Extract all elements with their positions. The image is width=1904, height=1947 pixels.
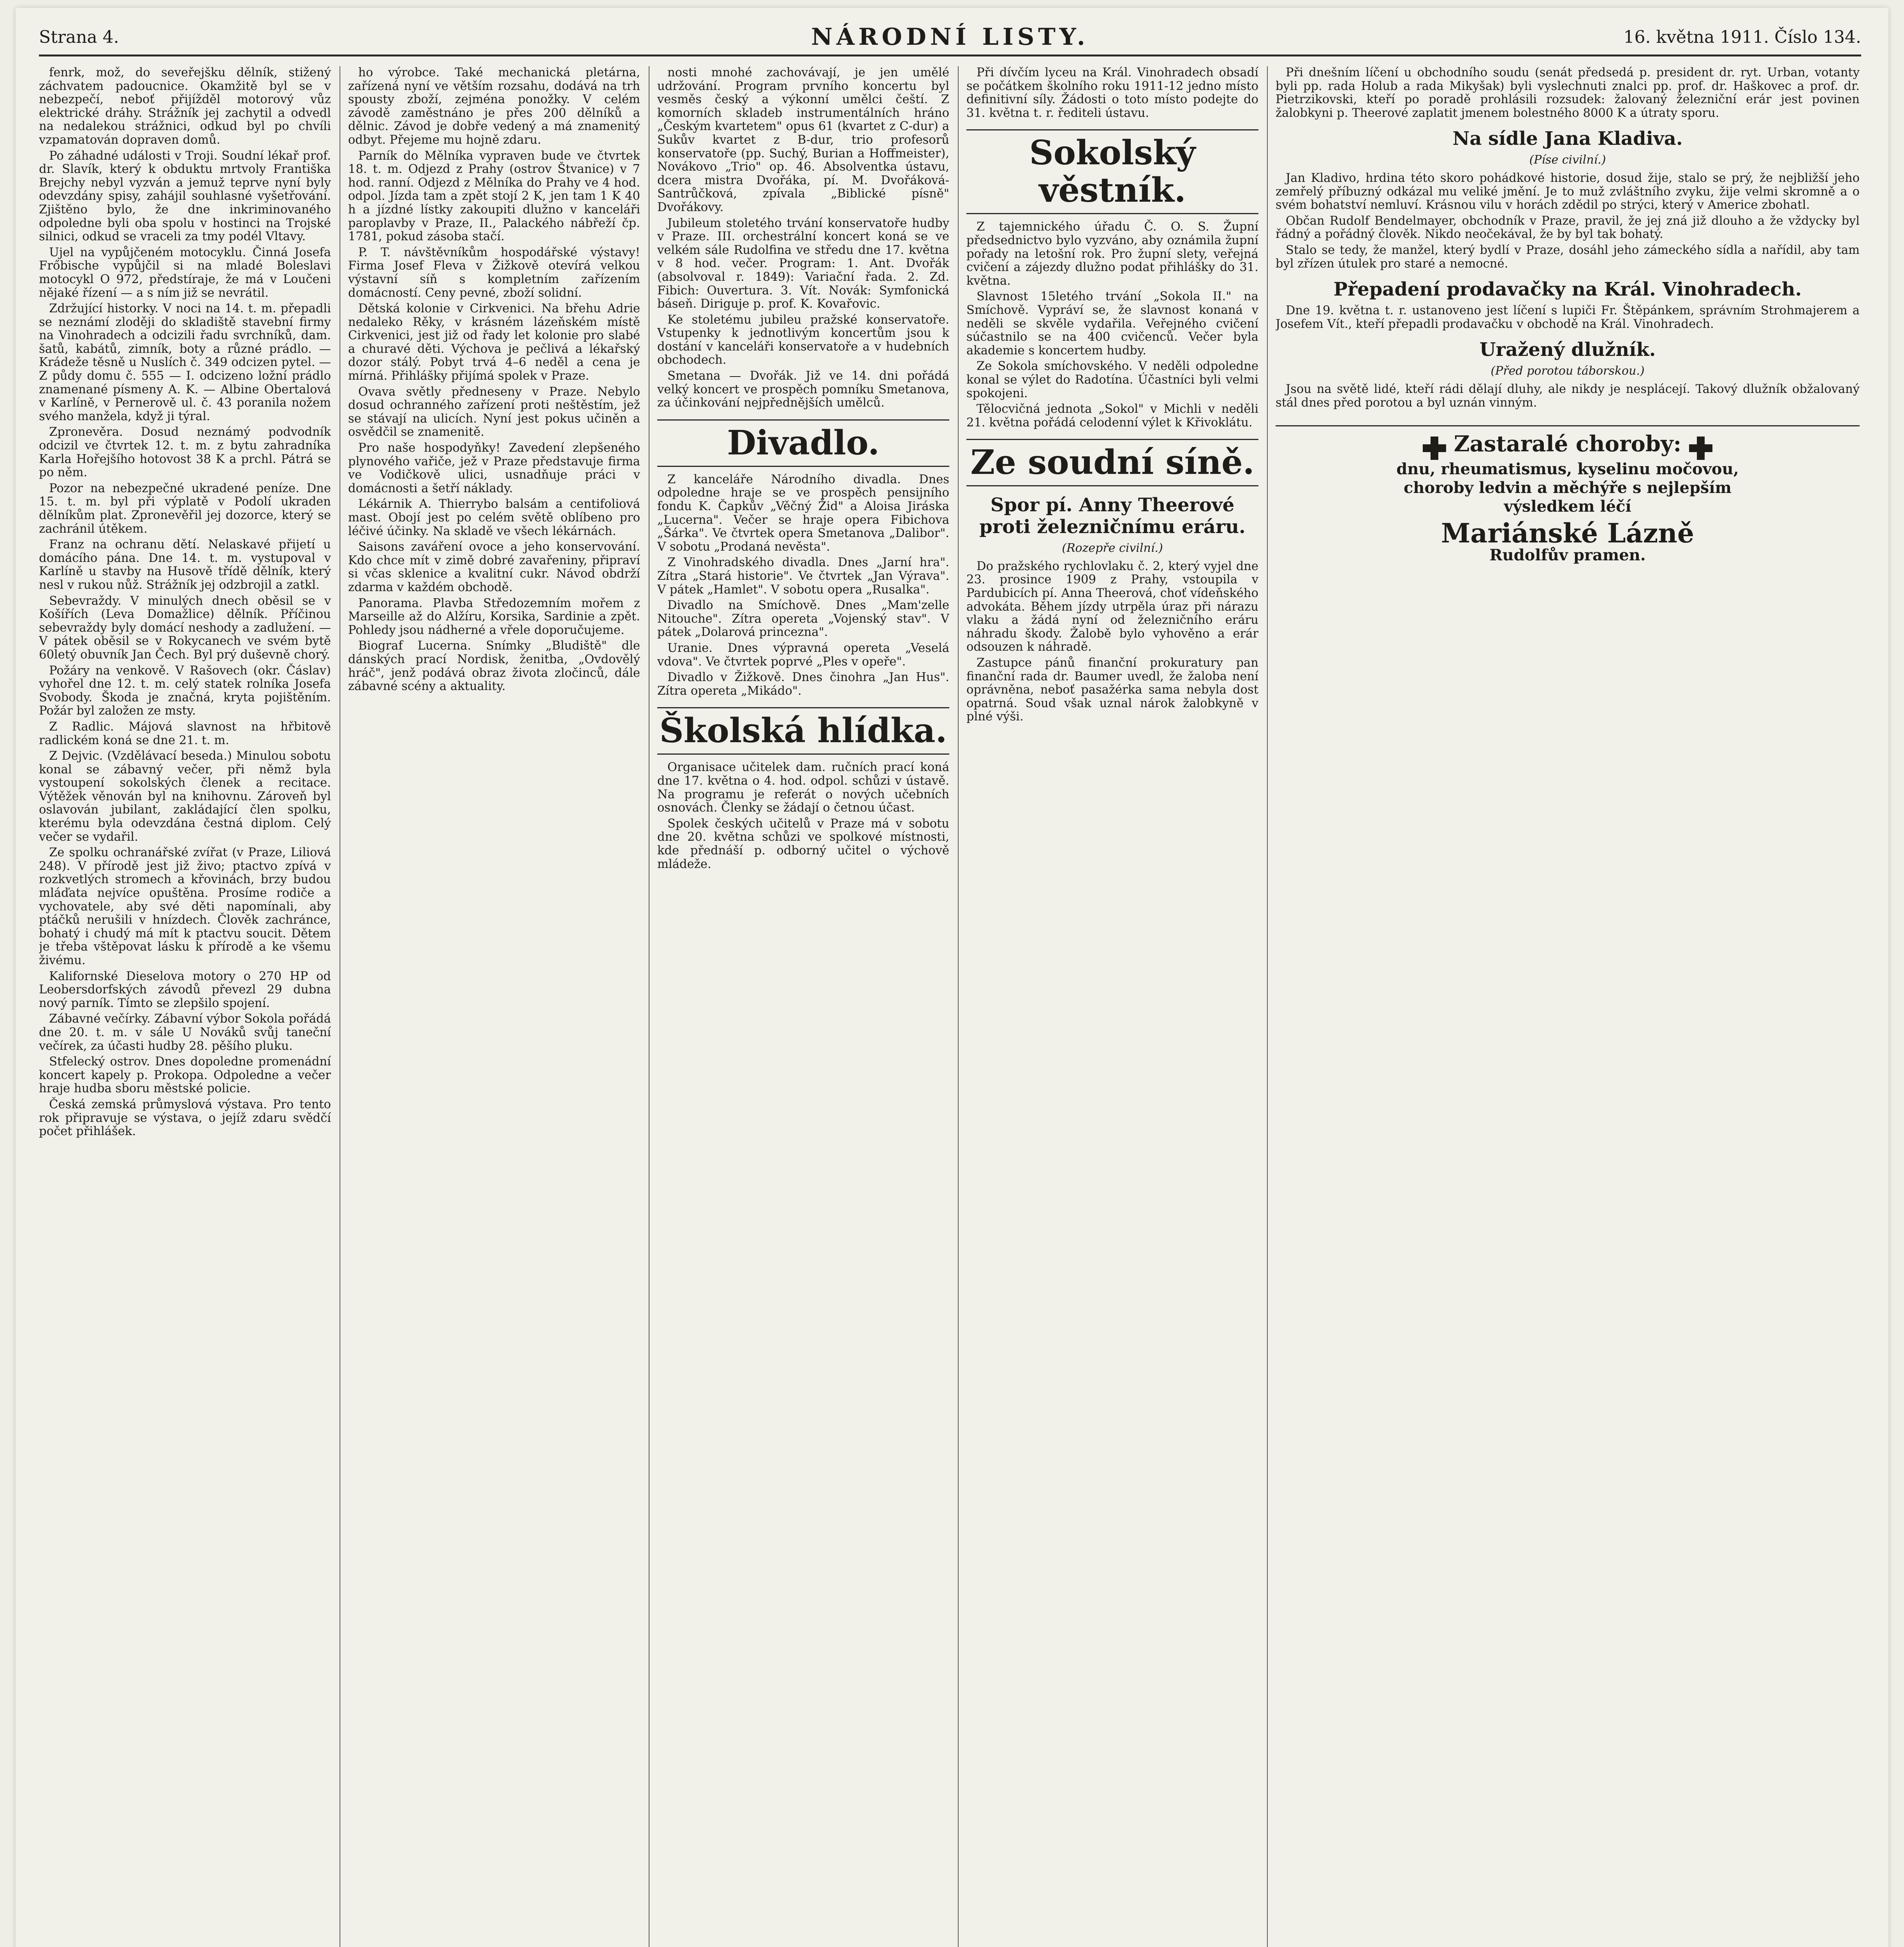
article-paragraph: P. T. návštěvníkům hospodářské výstavy! Firma Josef Fleva v Žižkově otevírá velkou výstavní síň s kompletním zařízením domácností. Ceny pevné, zboží solidní.	[348, 245, 640, 300]
article-paragraph: Do pražského rychlovlaku č. 2, který vyjel dne 23. prosince 1909 z Prahy, vstoupila v Pardubicích pí. Anna Theerová, choť vídeňského advokáta. Během jízdy utrpěla úraz při nárazu vlaku a žádá nyní od železničního eráru náhradu škody. Žalobě bylo vyhověno a erár odsouzen k náhradě.	[966, 559, 1258, 654]
article-paragraph: Slavnost 15letého trvání „Sokola II." na Smíchově. Vypráví se, že slavnost konaná v neděli se skvěle vydařila. Veřejného cvičení súčastnilo se na 400 cvičenců. Večer byla akademie s koncertem hudby.	[966, 290, 1258, 357]
article-paragraph: Ze Sokola smíchovského. V neděli odpoledne konal se výlet do Radotína. Účastníci byli velmi spokojeni.	[966, 359, 1258, 400]
ad-place: Mariánské Lázně	[1441, 518, 1695, 549]
date-issue: 16. května 1911. Číslo 134.	[1623, 27, 1861, 47]
masthead: NÁRODNÍ LISTY.	[811, 23, 1089, 51]
article-paragraph: Občan Rudolf Bendelmayer, obchodník v Praze, pravil, že jej zná již dlouho a že vždycky byl řádný a pořádný člověk. Nikdo neočekával, že by byl tak bohatý.	[1276, 214, 1860, 241]
article-paragraph: Franz na ochranu dětí. Nelaskavé přijetí u domácího pána. Dne 14. t. m. vystupoval v Karlíně u stavby na Husově třídě dělník, který nesl v rukou nůž. Strážník jej odzbrojil a zatkl.	[39, 538, 331, 592]
column-divider	[1267, 66, 1268, 1947]
article-paragraph: Česká zemská průmyslová výstava. Pro tento rok připravuje se výstava, o jejíž zdaru svědčí počet přihlášek.	[39, 1097, 331, 1139]
column-4	[966, 66, 1258, 1947]
article-paragraph: Jan Kladivo, hrdina této skoro pohádkové historie, dosud žije, stalo se prý, že nejbližší jeho zemřelý příbuzný odkázal mu veliké jmění. Je to muž zvláštního zvyku, žije velmi skromně a o svém bohatství nemluví. Krásnou vilu v horách zdědil po strýci, který v Americe zbohatl.	[1276, 171, 1860, 212]
article-heading: Spor pí. Anny Theerové proti železničnímu eráru.	[979, 494, 1246, 538]
article-subheading: (Před porotou táborskou.)	[1490, 364, 1645, 378]
article-paragraph: Z Dejvic. (Vzdělávací beseda.) Minulou sobotu konal se zábavný večer, při němž byla vystoupení sokolských členek a recitace. Výtěžek věnován byl na knihovnu. Zároveň byl oslavován jubilant, zakládající člen spolku, kterému byla odevzdána čestná diplom. Celý večer se vydařil.	[39, 749, 331, 844]
column-5	[1276, 66, 1860, 1947]
section-heading: Ze soudní síně.	[966, 439, 1258, 486]
article-paragraph: Biograf Lucerna. Snímky „Bludiště" dle dánských prací Nordisk, ženitba, „Ovdovělý hráč", jenž podává obraz života zločinců, dále zábavné scény a aktuality.	[348, 639, 640, 694]
article-paragraph: Dne 19. května t. r. ustanoveno jest líčení s lupiči Fr. Štěpánkem, správním Strohmajerem a Josefem Vít., kteří přepadli prodavačku v obchodě na Král. Vinohradech.	[1276, 304, 1860, 331]
article-subheading: (Píse civilní.)	[1529, 153, 1606, 167]
ad-line: dnu, rheumatismus, kyselinu močovou,	[1396, 460, 1739, 479]
article-paragraph: Parník do Mělníka vypraven bude ve čtvrtek 18. t. m. Odjezd z Prahy (ostrov Štvanice) v 7 hod. ranní. Odjezd z Mělníka do Prahy ve 4 hod. odpol. Jízda tam a zpět stojí 2 K, jen tam 1 K 40 h a jízdné lístky zakoupiti dlužno v kanceláři paroplavby v Praze, II., Palackého nábřeží čp. 1781, pokud zásoba stačí.	[348, 149, 640, 244]
article-paragraph: Stalo se tedy, že manžel, který bydlí v Praze, dosáhl jeho zámeckého sídla a nařídil, aby tam byl zřízen útulek pro staré a nemocné.	[1276, 243, 1860, 271]
article-paragraph: Zdržující historky. V noci na 14. t. m. přepadli se neznámí zloději do skladiště stavební firmy na Vinohradech a odcizili řadu svrchníků, dam. šatů, kabátů, zimník, boty a různé prádlo. — Krádeže těsně u Nuslích č. 349 odcizen pytel. — Z půdy domu č. 555 — I. odcizeno ložní prádlo znamenané písmeny A. K. — Albine Obertalová v Karlíně, v Pernerově ul. č. 43 poranila nožem svého manžela, když ji týral.	[39, 302, 331, 423]
columns	[39, 66, 1865, 1947]
article-paragraph: Lékárnik A. Thierrybo balsám a centifoliová mast. Obojí jest po celém světě oblíbeno pro léčivé účinky. Na skladě ve všech lékárnách.	[348, 497, 640, 538]
article-paragraph: ho výrobce. Také mechanická pletárna, zařízená nyní ve větším rozsahu, dodává na trh spousty zboží, zejména ponožky. V celém závodě zaměstnáno je přes 200 dělníků a dělnic. Závod je dobře vedený a má znamenitý odbyt. Přejeme mu hojně zdaru.	[348, 66, 640, 147]
page-number: Strana 4.	[39, 27, 119, 47]
article-paragraph: Smetana — Dvořák. Již ve 14. dni pořádá velký koncert ve prospěch pomníku Smetanova, za účinkování nejpřednějších umělců.	[657, 369, 949, 410]
article-paragraph: Zábavné večírky. Zábavní výbor Sokola pořádá dne 20. t. m. v sále U Nováků svůj taneční večírek, za účasti hudby 28. pěšího pluku.	[39, 1012, 331, 1053]
section-heading: Divadlo.	[657, 419, 949, 467]
article-paragraph: Pro naše hospodyňky! Zavedení zlepšeného plynového vařiče, jež v Praze představuje firma ve Vodičkově ulici, usnadňuje práci v domácnosti a šetří náklady.	[348, 441, 640, 495]
article-paragraph: Tělocvičná jednota „Sokol" v Michli v neděli 21. května pořádá celodenní výlet k Křivoklátu.	[966, 402, 1258, 430]
article-paragraph: Z Vinohradského divadla. Dnes „Jarní hra". Zítra „Stará historie". Ve čtvrtek „Jan Výrava". V pátek „Hamlet". V sobotu opera „Rusalka".	[657, 556, 949, 597]
column-3	[657, 66, 949, 1947]
article-paragraph: Sebevraždy. V minulých dnech oběsil se v Košířích (Leva Domažlice) dělník. Příčinou sebevraždy byly domácí neshody a zadlužení. — V pátek oběsil se v Rokycanech ve svém bytě 60letý obuvník Jan Čech. Byl prý duševně chorý.	[39, 594, 331, 662]
article-paragraph: Při dívčím lyceu na Král. Vinohradech obsadí se počátkem školního roku 1911-12 jedno místo definitivní síly. Žádosti o toto místo podejte do 31. května t. r. řediteli ústavu.	[966, 66, 1258, 120]
ad-spring: Rudolfův pramen.	[1489, 546, 1646, 565]
article-paragraph: Po záhadné události v Troji. Soudní lékař prof. dr. Slavík, který k obduktu mrtvoly Františka Brejchy nebyl vyzván a jemuž teprve nyní byly odevzdány spisy, zahájil souhlasné vyšetřování. Zjištěno bylo, že dne inkriminovaného odpoledne byli oba spolu v hostinci na Trojské silnici, odkud se vraceli za tmy podél Vltavy.	[39, 149, 331, 244]
article-paragraph: Ze spolku ochranářské zvířat (v Praze, Liliová 248). V přírodě jest již živo; ptactvo zpívá v rozkvetlých stromech a křovinách, brzy budou mláďata nejvíce opuštěna. Prosíme rodiče a vychovatele, aby své děti napomínali, aby ptáčků nerušili v hnízdech. Člověk zachránce, bohatý i chudý má mít k ptactvu soucit. Dětem je třeba vštěpovat lásku k přírodě a ke všemu živému.	[39, 846, 331, 967]
column-1	[39, 66, 331, 1947]
article-paragraph: nosti mnohé zachovávají, je jen umělé udržování. Program prvního koncertu byl vesměs český a výkonní umělci čeští. Z komorních skladeb instrumentálních hráno „Českým kvartetem" opus 61 (kvartet z C-dur) a Sukův kvartet z B-dur, trio profesorů konservatoře (pp. Suchý, Burian a Hoffmeister), Novákovo „Trio" op. 46. Absolventka ústavu, dcera mistra Dvořáka, pí. M. Dvořáková-Santrůčková, zpívala „Biblické písně" Dvořákovy.	[657, 66, 949, 214]
article-paragraph: Z tajemnického úřadu Č. O. S. Župní předsednictvo bylo vyzváno, aby oznámila župní pořady na letošní rok. Pro župní slety, veřejná cvičení a zájezdy dlužno podat přihlášky do 31. května.	[966, 220, 1258, 288]
article-paragraph: Ujel na vypůjčeném motocyklu. Činná Josefa Frőbische vypůjčil si na mladé Boleslavi motocykl O 972, předstíraje, že má v Loučeni nějaké řízení — a s ním již se nevrátil.	[39, 245, 331, 300]
article-paragraph: Spolek českých učitelů v Praze má v sobotu dne 20. května schůzi ve spolkové místnosti, kde přednáší p. odborný učitel o výchově mládeže.	[657, 817, 949, 871]
article-paragraph: Dětská kolonie v Cirkvenici. Na břehu Adrie nedaleko Rěky, v krásném lázeňském místě Cirkvenici, jest již od řady let kolonie pro slabé a churavé děti. Výchova je pečlivá a lékařský dozor stálý. Pobyt trvá 4–6 neděl a cena je mírná. Přihlášky přijímá spolek v Praze.	[348, 302, 640, 383]
article-paragraph: Saisons zaváření ovoce a jeho konservování. Kdo chce mít v zimě dobré zavařeniny, připraví si včas sklenice a kvalitní cukr. Návod obdrží zdarma v každém obchodě.	[348, 540, 640, 594]
article-paragraph: Ovava světly předneseny v Praze. Nebylo dosud ochranného zařízení proti neštěstím, jež se stávají na ulicích. Nyní jest pokus učiněn a osvědčil se znamenitě.	[348, 385, 640, 439]
article-paragraph: Jubileum stoletého trvání konservatoře hudby v Praze. III. orchestrální koncert koná se ve velkém sále Rudolfina ve středu dne 17. května v 8 hod. večer. Program: 1. Ant. Dvořák (absolvoval r. 1849): Variační řada. 2. Zd. Fibich: Ouvertura. 3. Vít. Novák: Symfonická báseň. Diriguje p. prof. K. Kovařovic.	[657, 216, 949, 311]
article-paragraph: Při dnešním líčení u obchodního soudu (senát předsedá p. president dr. ryt. Urban, votanty byli pp. rada Holub a rada Mikyšak) byli vyslechnuti znalci pp. prof. dr. Haškovec a prof. dr. Pietrzikovski, kteří po poradě prohlásili rozsudek: žalovaný železniční erár jest povinen žalobkyni p. Theerové zaplatit jmenem bolestného 8000 K a útraty sporu.	[1276, 66, 1860, 120]
article-paragraph: Ke stoletému jubileu pražské konservatoře. Vstupenky k jednotlivým koncertům jsou k dostání v kanceláři konservatoře a v hudebních obchodech.	[657, 313, 949, 367]
article-paragraph: Zpronevěra. Dosud neznámý podvodník odcizil ve čtvrtek 12. t. m. z bytu zahradníka Karla Hořejšího hotovost 38 K a prchl. Pátrá se po něm.	[39, 425, 331, 480]
page-header	[39, 19, 1861, 56]
article-paragraph: Z Radlic. Májová slavnost na hřbitově radlickém koná se dne 21. t. m.	[39, 720, 331, 747]
article-paragraph: Jsou na světě lidé, kteří rádi dělají dluhy, ale nikdy je nesplácejí. Takový dlužník obžalovaný stál dnes před porotou a byl uznán vinným.	[1276, 382, 1860, 410]
article-subheading: (Rozepře civilní.)	[1062, 541, 1163, 555]
article-paragraph: Uranie. Dnes výpravná opereta „Veselá vdova". Ve čtvrtek poprvé „Ples v opeře".	[657, 641, 949, 669]
article-paragraph: Z kanceláře Národního divadla. Dnes odpoledne hraje se ve prospěch pensijního fondu K. Čapkův „Věčný Žid" a Aloisa Jiráska „Lucerna". Večer se hraje opera Fibichova „Šárka". Ve čtvrtek opera Smetanova „Dalibor". V sobotu „Prodaná nevěsta".	[657, 472, 949, 554]
ad-title-row	[1276, 432, 1860, 460]
ad-title: Zastaralé choroby:	[1454, 431, 1682, 457]
column-2	[348, 66, 640, 1947]
article-paragraph: Divadlo na Smíchově. Dnes „Mam'zelle Nitouche". Zítra opereta „Vojenský stav". V pátek „Dolarová princezna".	[657, 599, 949, 639]
article-paragraph: Stfelecký ostrov. Dnes dopoledne promenádní koncert kapely p. Prokopa. Odpoledne a večer hraje hudba sboru městské policie.	[39, 1055, 331, 1096]
ad-line: choroby ledvin a měchýře s nejlepším	[1404, 479, 1732, 497]
cross-icon	[1423, 437, 1446, 460]
article-paragraph: Divadlo v Žižkově. Dnes činohra „Jan Hus". Zítra opereta „Mikádo".	[657, 671, 949, 698]
article-paragraph: fenrk, mož, do seveřejšku dělník, stižený záchvatem padoucnice. Okamžitě byl se v nebezpečí, neboť přijížděl motorový vůz elektrické dráhy. Strážník jej zachytil a odvedl na nedalekou strážnici, odkud byl po chvíli vzpamatován dopraven domů.	[39, 66, 331, 147]
column-divider	[958, 66, 959, 1947]
article-heading: Na sídle Jana Kladiva.	[1452, 128, 1683, 150]
ad-line: výsledkem léčí	[1504, 497, 1631, 516]
section-heading: Školská hlídka.	[657, 707, 949, 755]
cross-icon	[1689, 437, 1712, 460]
article-heading: Přepadení prodavačky na Král. Vinohradech.	[1333, 278, 1802, 301]
newspaper-page	[16, 8, 1888, 1947]
article-paragraph: Organisace učitelek dam. ručních prací koná dne 17. května o 4. hod. odpol. schůzi v ústavě. Na programu je referát o nových učebních osnovách. Členky se žádají o četnou účast.	[657, 760, 949, 815]
article-paragraph: Panorama. Plavba Středozemním mořem z Marseille až do Alžíru, Korsika, Sardinie a zpět. Pohledy jsou nádherné a vřele doporučujeme.	[348, 596, 640, 637]
article-paragraph: Pozor na nebezpečné ukradené peníze. Dne 15. t. m. byl při výplatě v Podolí ukraden dělníkům plat. Zpronevěřil jej dozorce, který se zachránil útěkem.	[39, 481, 331, 536]
section-heading: Sokolský věstník.	[966, 129, 1258, 214]
article-paragraph: Kalifornské Dieselova motory o 270 HP od Leobersdorfských závodů převezl 29 dubna nový parník. Tímto se zlepšilo spojení.	[39, 969, 331, 1010]
article-paragraph: Zastupce pánů finanční prokuratury pan finanční rada dr. Baumer uvedl, že žaloba není oprávněna, neboť pasažérka sama nebyla dost opatrná. Soud však uznal nárok žalobkyně v plné výši.	[966, 656, 1258, 724]
article-paragraph: Požáry na venkově. V Rašovech (okr. Čáslav) vyhořel dne 12. t. m. celý statek rolníka Josefa Svobody. Škoda je značná, kryta pojištěním. Požár byl založen ze msty.	[39, 664, 331, 718]
article-heading: Uražený dlužník.	[1479, 339, 1656, 361]
advertisement	[1276, 425, 1860, 565]
